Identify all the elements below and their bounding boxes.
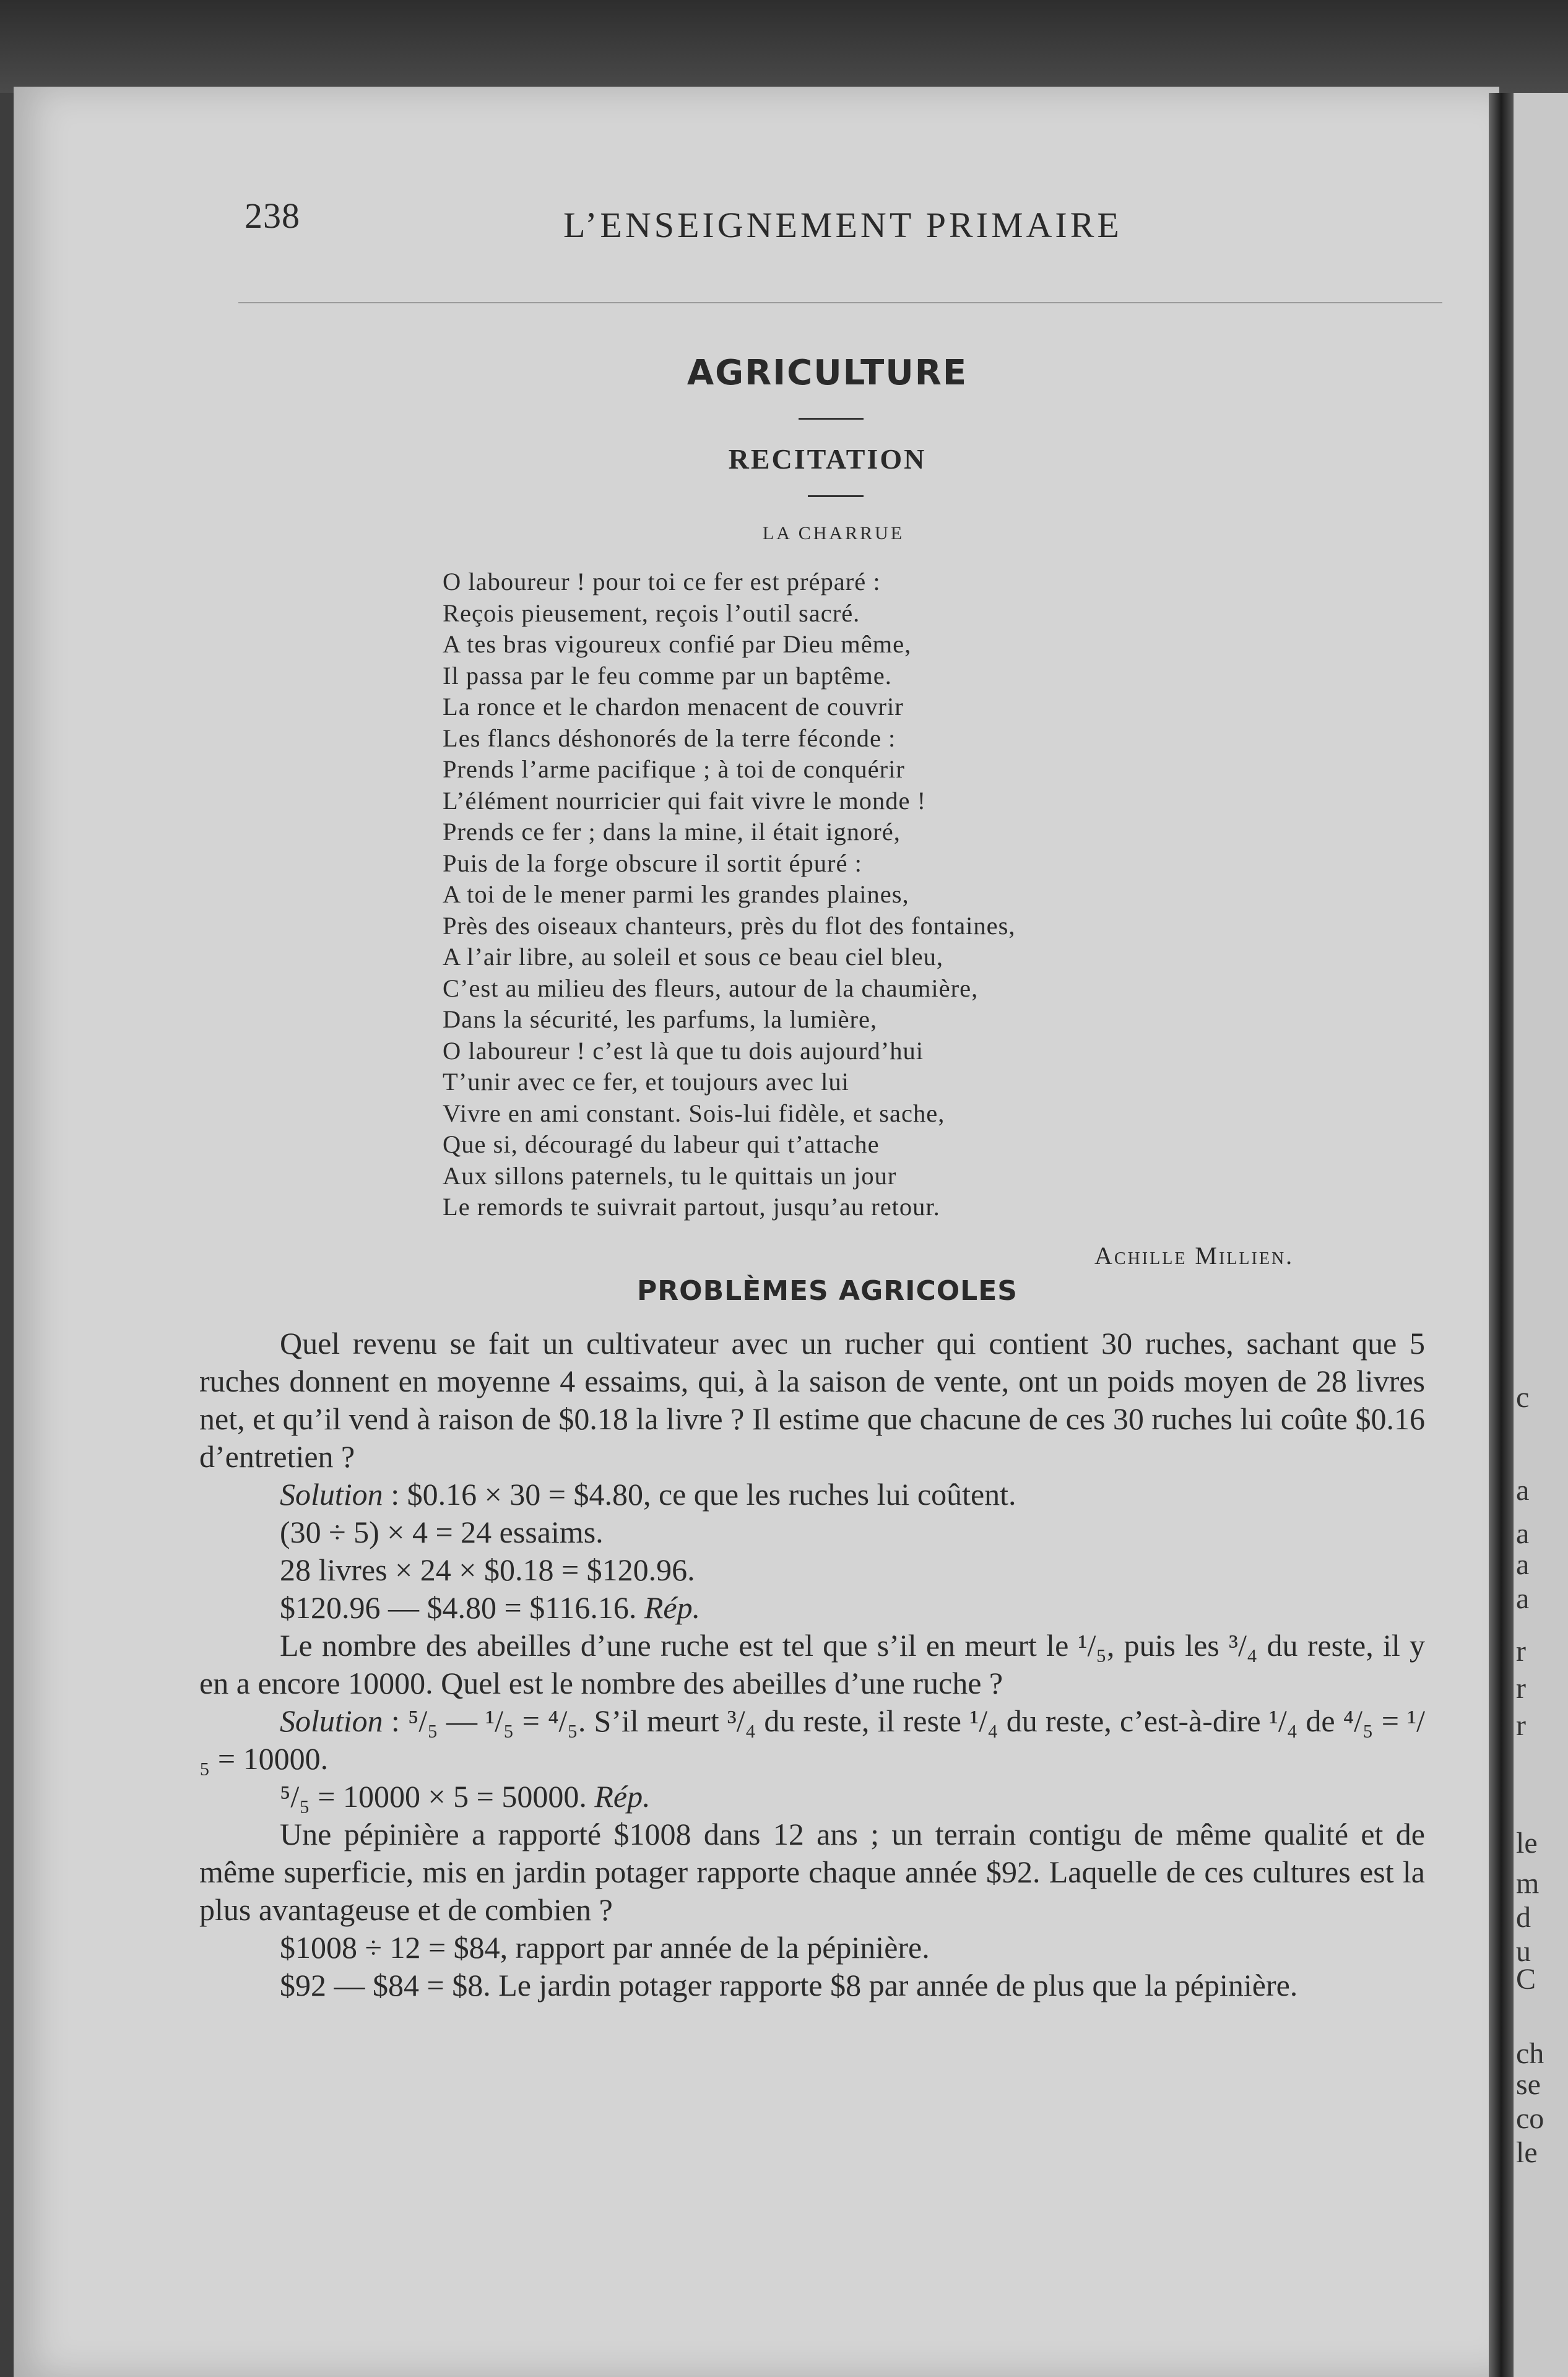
problem-1: Quel revenu se fait un cultivateur avec un rucher qui contient 30 ruches, sachant que 5 ruches donnent en moyenne 4 essaims, qui, à la saison de vente, ont un poids moyen de 28 livres net, et qu’il vend à raison de $0.18 la livre ? Il estime que chacune de ces 30 ruches lui coûte $0.16 d’entretien ? bbox=[199, 1326, 1425, 1474]
solution-text: ⁵/₅ = 10000 × 5 = 50000. bbox=[280, 1779, 595, 1814]
facing-page-fragment: co bbox=[1516, 2102, 1544, 2135]
poem-line: A tes bras vigoureux confié par Dieu même, bbox=[443, 630, 912, 658]
section-title: AGRICULTURE bbox=[687, 353, 968, 393]
solution-2-line-2 bbox=[199, 1778, 1425, 1816]
solution-1-line-2: (30 ÷ 5) × 4 = 24 essaims. bbox=[280, 1515, 604, 1549]
facing-page-fragment: a bbox=[1516, 1582, 1530, 1615]
poem bbox=[443, 566, 1309, 1223]
poem-line: O laboureur ! pour toi ce fer est préparé : bbox=[443, 568, 881, 595]
subtitle-rule bbox=[808, 495, 864, 497]
solution-3-line-1: $1008 ÷ 12 = $84, rapport par année de la pépinière. bbox=[280, 1930, 930, 1965]
poem-line: C’est au milieu des fleurs, autour de la chaumière, bbox=[443, 974, 979, 1002]
running-title: L’ENSEIGNEMENT PRIMAIRE bbox=[563, 205, 1122, 245]
poem-author: Achille Millien. bbox=[1094, 1242, 1294, 1270]
problems-title: PROBLÈMES AGRICOLES bbox=[637, 1275, 1018, 1307]
poem-line: Reçois pieusement, reçois l’outil sacré. bbox=[443, 599, 860, 627]
poem-line: Le remords te suivrait partout, jusqu’au retour. bbox=[443, 1193, 940, 1221]
facing-page-fragment: C bbox=[1516, 1963, 1536, 1996]
facing-page-fragment: r bbox=[1516, 1635, 1526, 1668]
poem-title: LA CHARRUE bbox=[762, 523, 905, 543]
header-rule bbox=[238, 302, 1442, 303]
subsection-title: RECITATION bbox=[728, 443, 927, 475]
title-rule bbox=[799, 418, 864, 420]
poem-line: O laboureur ! c’est là que tu dois aujourd’hui bbox=[443, 1036, 924, 1065]
facing-page-fragment: d bbox=[1516, 1901, 1531, 1934]
solution-text: $120.96 — $4.80 = $116.16. bbox=[280, 1590, 644, 1625]
solution-2-line-1 bbox=[199, 1702, 1425, 1778]
facing-page-edge bbox=[1514, 93, 1568, 2377]
poem-line: A l’air libre, au soleil et sous ce beau ciel bleu, bbox=[443, 943, 943, 971]
poem-line: T’unir avec ce fer, et toujours avec lui bbox=[443, 1068, 849, 1096]
poem-line: Que si, découragé du labeur qui t’attache bbox=[443, 1130, 880, 1158]
facing-page-fragment: ch bbox=[1516, 2037, 1544, 2070]
poem-line: Puis de la forge obscure il sortit épuré : bbox=[443, 849, 862, 877]
facing-page-fragment: le bbox=[1516, 1827, 1538, 1860]
facing-page-fragment: r bbox=[1516, 1709, 1526, 1742]
poem-line: L’élément nourricier qui fait vivre le monde ! bbox=[443, 786, 927, 815]
problem-2: Le nombre des abeilles d’une ruche est tel que s’il en meurt le ¹/₅, puis les ³/₄ du reste, il y en a encore 10000. Quel est le nombre des abeilles d’une ruche ? bbox=[199, 1628, 1425, 1700]
scan-background bbox=[0, 0, 1568, 93]
book-spine bbox=[1489, 93, 1514, 2377]
poem-line: Dans la sécurité, les parfums, la lumière, bbox=[443, 1005, 878, 1033]
book-page bbox=[14, 87, 1499, 2377]
poem-line: Prends ce fer ; dans la mine, il était ignoré, bbox=[443, 818, 901, 846]
facing-page-fragment: r bbox=[1516, 1672, 1526, 1705]
facing-page-fragment: a bbox=[1516, 1517, 1530, 1550]
problem-3: Une pépinière a rapporté $1008 dans 12 ans ; un terrain contigu de même qualité et de même superficie, mis en jardin potager rapporte chaque année $92. Laquelle de ces cultures est la plus avantageuse et de combien ? bbox=[199, 1817, 1425, 1927]
poem-line: Les flancs déshonorés de la terre féconde : bbox=[443, 724, 896, 752]
poem-line: La ronce et le chardon menacent de couvrir bbox=[443, 693, 904, 721]
poem-line: Vivre en ami constant. Sois-lui fidèle, et sache, bbox=[443, 1099, 945, 1127]
poem-line: Prends l’arme pacifique ; à toi de conquérir bbox=[443, 755, 905, 783]
answer-label: Rép. bbox=[644, 1590, 701, 1625]
facing-page-fragment: c bbox=[1516, 1381, 1530, 1414]
answer-label: Rép. bbox=[594, 1779, 651, 1814]
facing-page-fragment: le bbox=[1516, 2136, 1538, 2169]
solution-1-line-1 bbox=[199, 1476, 1425, 1513]
poem-line: Aux sillons paternels, tu le quittais un jour bbox=[443, 1161, 897, 1190]
poem-line: Il passa par le feu comme par un baptême. bbox=[443, 661, 892, 690]
solution-1-line-4 bbox=[199, 1589, 1425, 1627]
solution-label: Solution bbox=[280, 1477, 383, 1512]
solution-label: Solution bbox=[280, 1704, 383, 1738]
facing-page-fragment: se bbox=[1516, 2068, 1541, 2101]
facing-page-fragment: a bbox=[1516, 1548, 1530, 1581]
page-number: 238 bbox=[245, 196, 300, 236]
solution-3-line-2: $92 — $84 = $8. Le jardin potager rapporte $8 par année de plus que la pépinière. bbox=[280, 1968, 1298, 2002]
facing-page-fragment: a bbox=[1516, 1474, 1530, 1507]
solution-1-line-3: 28 livres × 24 × $0.18 = $120.96. bbox=[280, 1552, 695, 1587]
facing-page-fragment: m bbox=[1516, 1867, 1540, 1900]
solution-text: : ⁵/₅ — ¹/₅ = ⁴/₅. S’il meurt ³/₄ du reste, il reste ¹/₄ du reste, c’est-à-dire ¹/₄ de ⁴/₅ = ¹/₅ = 10000. bbox=[199, 1704, 1425, 1776]
solution-text: : $0.16 × 30 = $4.80, ce que les ruches lui coûtent. bbox=[383, 1477, 1016, 1512]
poem-line: Près des oiseaux chanteurs, près du flot des fontaines, bbox=[443, 911, 1016, 940]
problems-body bbox=[199, 1325, 1425, 2004]
facing-page-fragment: u bbox=[1516, 1935, 1531, 1968]
poem-line: A toi de le mener parmi les grandes plaines, bbox=[443, 880, 909, 908]
